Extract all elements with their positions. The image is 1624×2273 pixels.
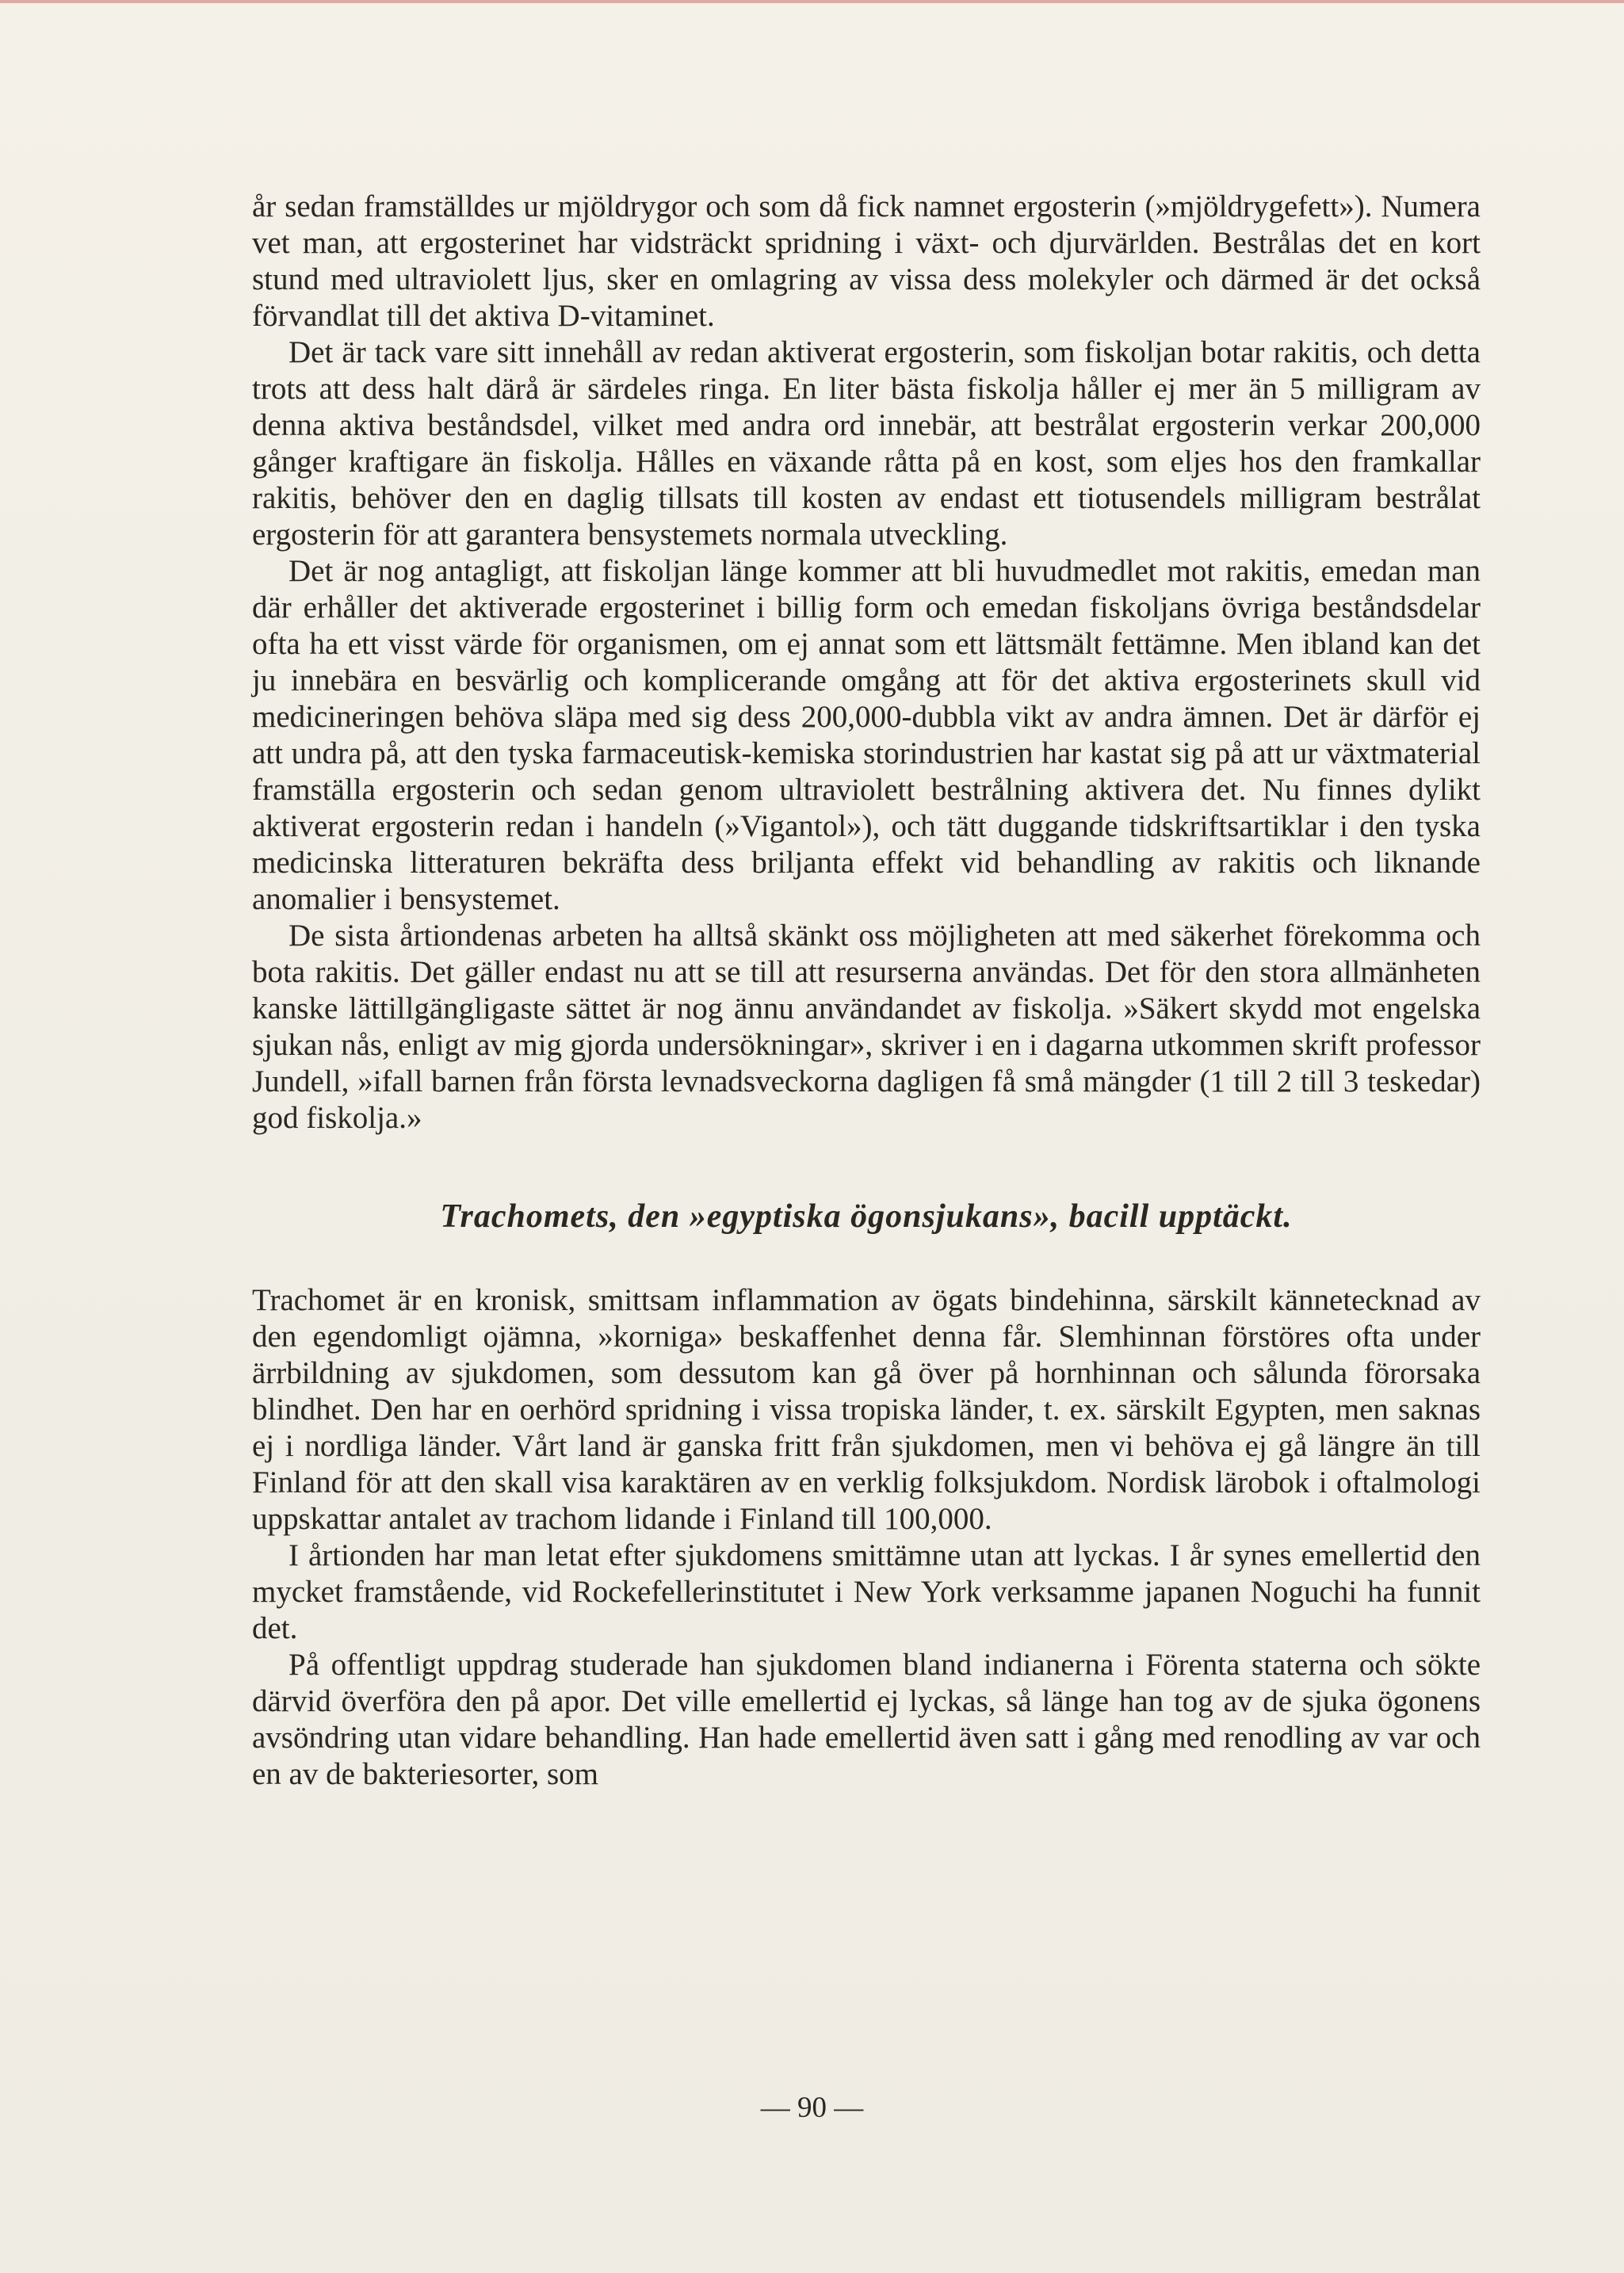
paragraph-offentligt-uppdrag: På offentligt uppdrag studerade han sjukdomen bland indianerna i Förenta staterna och sökte därvid överföra den på apor. Det ville emellertid ej lyckas, så länge han tog av de sjuka ögonens avsöndring utan vidare behandling. Han hade emellertid även satt i gång med renodling av var och en av de bakteriesorter, som (252, 1648, 1481, 1791)
paragraph-ergosterin-origin: år sedan framställdes ur mjöldrygor och som då fick namnet ergosterin (»mjöldrygefett»). Numera vet man, att ergosterinet har vidsträckt spridning i växt- och djurvärlden. Bestrålas det en kort stund med ultraviolett ljus, sker en omlagring av vissa dess molekyler och därmed är det också förvandlat till det aktiva D-vitaminet. (252, 189, 1481, 333)
paragraph-smittamne: I årtionden har man letat efter sjukdomens smittämne utan att lyckas. I år synes emellertid den mycket framstående, vid Rockefellerinstitutet i New York verksamme japanen Noguchi ha funnit det. (252, 1538, 1481, 1645)
section-heading-trachom: Trachomets, den »egyptiska ögonsjukans», bacill upptäckt. (440, 1198, 1293, 1235)
paragraph-artiondenas-arbeten: De sista årtiondenas arbeten ha alltså skänkt oss möjligheten att med säkerhet förekomma och bota rakitis. Det gäller endast nu att se till att resurserna användas. Det för den stora allmänheten kanske lättillgängligaste sättet är nog ännu användandet av fiskolja. »Säkert skydd mot engelska sjukan nås, enligt av mig gjorda undersökningar», skriver i en i dagarna utkommen skrift professor Jundell, »ifall barnen från första levnadsveckorna dagligen få små mängder (1 till 2 till 3 teskedar) god fiskolja.» (252, 919, 1481, 1135)
page-top-edge (0, 0, 1624, 3)
paragraph-trachom-intro: Trachomet är en kronisk, smittsam inflammation av ögats bindehinna, särskilt kännetecknad av den egendomligt ojämna, »korniga» beskaffenhet denna får. Slemhinnan förstöres ofta under ärrbildning av sjukdomen, som dessutom kan gå över på hornhinnan och sålunda förorsaka blindhet. Den har en oerhörd spridning i vissa tropiska länder, t. ex. särskilt Egypten, men saknas ej i nordliga länder. Vårt land är ganska fritt från sjukdomen, men vi behöva ej gå längre än till Finland för att den skall visa karaktären av en verklig folksjukdom. Nordisk lärobok i oftalmologi uppskattar antalet av trachom lidande i Finland till 100,000. (252, 1283, 1481, 1536)
paragraph-fiskolja-rakitis: Det är tack vare sitt innehåll av redan aktiverat ergosterin, som fiskoljan botar rakitis, och detta trots att dess halt därå är särdeles ringa. En liter bästa fiskolja håller ej mer än 5 milligram av denna aktiva beståndsdel, vilket med andra ord innebär, att bestrålat ergosterin verkar 200,000 gånger kraftigare än fiskolja. Hålles en växande råtta på en kost, som eljes hos den framkallar rakitis, behöver den en daglig tillsats till kosten av endast ett tiotusendels milligram bestrålat ergosterin för att garantera bensystemets normala utveckling. (252, 335, 1481, 552)
page-number: — 90 — (760, 2092, 864, 2124)
text-column (252, 189, 1481, 1793)
paragraph-huvudmedlet: Det är nog antagligt, att fiskoljan länge kommer att bli huvudmedlet mot rakitis, emedan man där erhåller det aktiverade ergosterinet i billig form och emedan fiskoljans övriga beståndsdelar ofta ha ett visst värde för organismen, om ej annat som ett lättsmält fettämne. Men ibland kan det ju innebära en besvärlig och komplicerande omgång att för det aktiva ergosterinets skull vid medicineringen behöva släpa med sig dess 200,000-dubbla vikt av andra ämnen. Det är därför ej att undra på, att den tyska farmaceutisk-kemiska storindustrien har kastat sig på att ur växtmaterial framställa ergosterin och sedan genom ultraviolett bestrålning aktivera det. Nu finnes dylikt aktiverat ergosterin redan i handeln (»Vigantol»), och tätt duggande tidskriftsartiklar i den tyska medicinska litteraturen bekräfta dess briljanta effekt vid behandling av rakitis och liknande anomalier i bensystemet. (252, 554, 1481, 916)
